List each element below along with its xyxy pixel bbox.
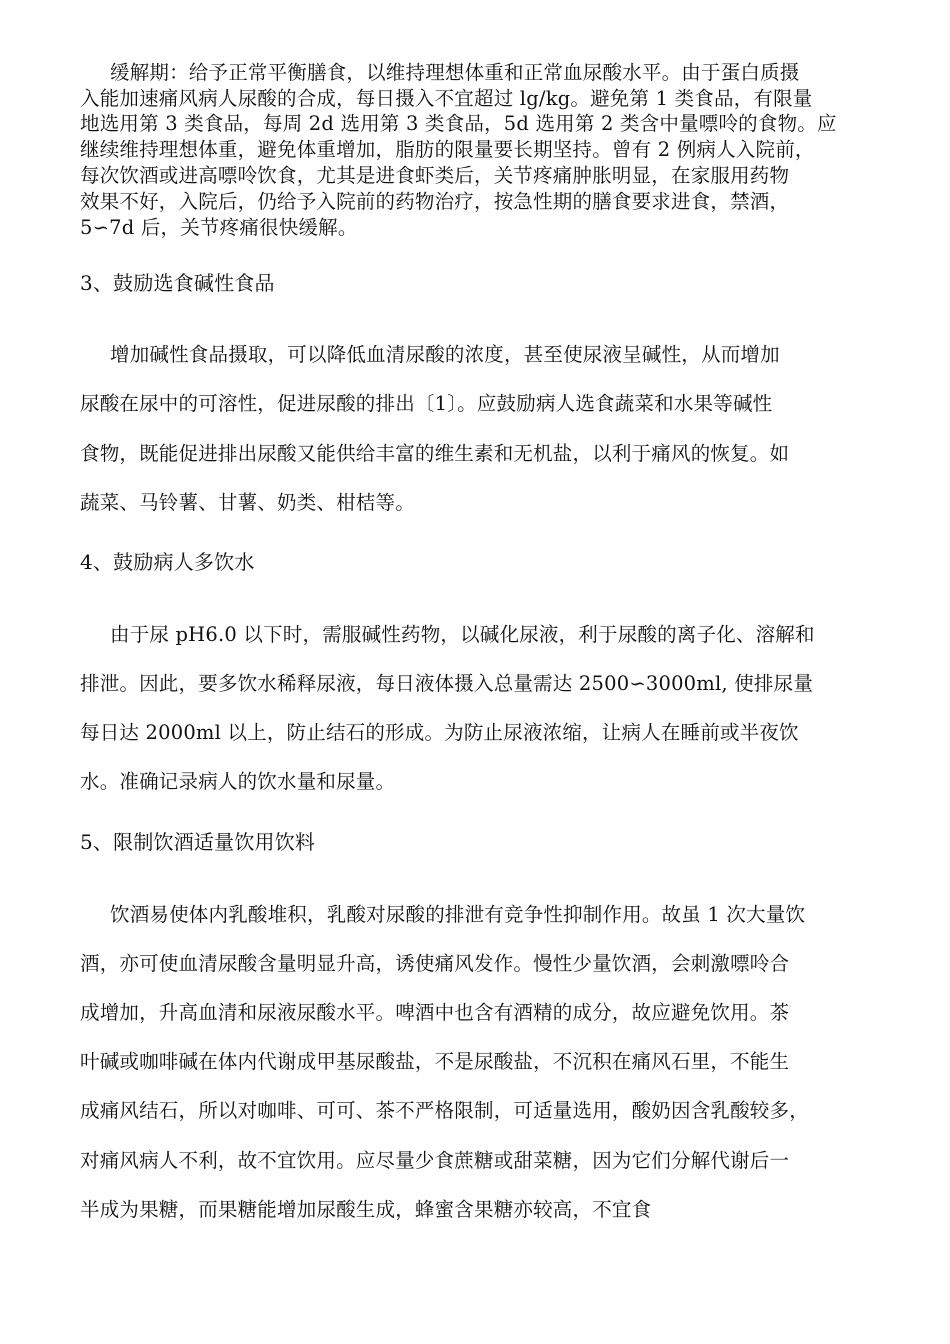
text-line: 饮酒易使体内乳酸堆积，乳酸对尿酸的排泄有竞争性抑制作用。故虽 1 次大量饮 (110, 903, 806, 926)
text-line: 蔬菜、马铃薯、甘薯、奶类、柑桔等。 (80, 491, 415, 514)
text-line: 成痛风结石，所以对咖啡、可可、茶不严格限制，可适量选用，酸奶因含乳酸较多， (80, 1099, 809, 1122)
text-line: 增加碱性食品摄取，可以降低血清尿酸的浓度，甚至使尿液呈碱性，从而增加 (110, 343, 780, 366)
text-line: 地选用第 3 类食品，每周 2d 选用第 3 类食品，5d 选用第 2 类含中量嘌呤的食物。应 (80, 112, 837, 135)
text-line: 排泄。因此，要多饮水稀释尿液，每日液体摄入总量需达 2500∽3000ml, 使排尿量 (80, 672, 814, 695)
text-line: 半成为果糖，而果糖能增加尿酸生成，蜂蜜含果糖亦较高，不宜食 (80, 1198, 652, 1221)
text-line: 酒，亦可使血清尿酸含量明显升高，诱使痛风发作。慢性少量饮酒，会刺激嘌呤合 (80, 952, 790, 975)
text-line: 水。准确记录病人的饮水量和尿量。 (80, 770, 396, 793)
section-heading-3: 3、鼓励选食碱性食品 (80, 271, 275, 295)
text-line: 效果不好，入院后，仍给予入院前的药物治疗，按急性期的膳食要求进食，禁酒， (80, 190, 790, 213)
text-line: 成增加，升高血清和尿液尿酸水平。啤酒中也含有酒精的成分，故应避免饮用。茶 (80, 1001, 790, 1024)
text-line: 每日达 2000ml 以上，防止结石的形成。为防止尿液浓缩，让病人在睡前或半夜饮 (80, 721, 799, 744)
section-heading-5: 5、限制饮酒适量饮用饮料 (80, 830, 316, 854)
text-line: 入能加速痛风病人尿酸的合成，每日摄入不宜超过 lg/kg。避免第 1 类食品，有限量 (80, 87, 813, 110)
text-line: 5∽7d 后，关节疼痛很快缓解。 (80, 216, 358, 239)
text-line: 继续维持理想体重，避免体重增加，脂肪的限量要长期坚持。曾有 2 例病人入院前， (80, 138, 815, 161)
section-heading-4: 4、鼓励病人多饮水 (80, 550, 255, 574)
text-line: 尿酸在尿中的可溶性，促进尿酸的排出〔1〕。应鼓励病人选食蔬菜和水果等碱性 (80, 392, 773, 415)
text-line: 由于尿 pH6.0 以下时，需服碱性药物，以碱化尿液，利于尿酸的离子化、溶解和 (110, 623, 815, 646)
text-line: 对痛风病人不利，故不宜饮用。应尽量少食蔗糖或甜菜糖，因为它们分解代谢后一 (80, 1149, 790, 1172)
text-line: 食物，既能促进排出尿酸又能供给丰富的维生素和无机盐，以利于痛风的恢复。如 (80, 442, 790, 465)
text-line: 叶碱或咖啡碱在体内代谢成甲基尿酸盐，不是尿酸盐，不沉积在痛风石里，不能生 (80, 1050, 790, 1073)
text-line: 每次饮酒或进高嘌呤饮食，尤其是进食虾类后，关节疼痛肿胀明显，在家服用药物 (80, 164, 790, 187)
text-line: 缓解期：给予正常平衡膳食，以维持理想体重和正常血尿酸水平。由于蛋白质摄 (110, 61, 800, 84)
